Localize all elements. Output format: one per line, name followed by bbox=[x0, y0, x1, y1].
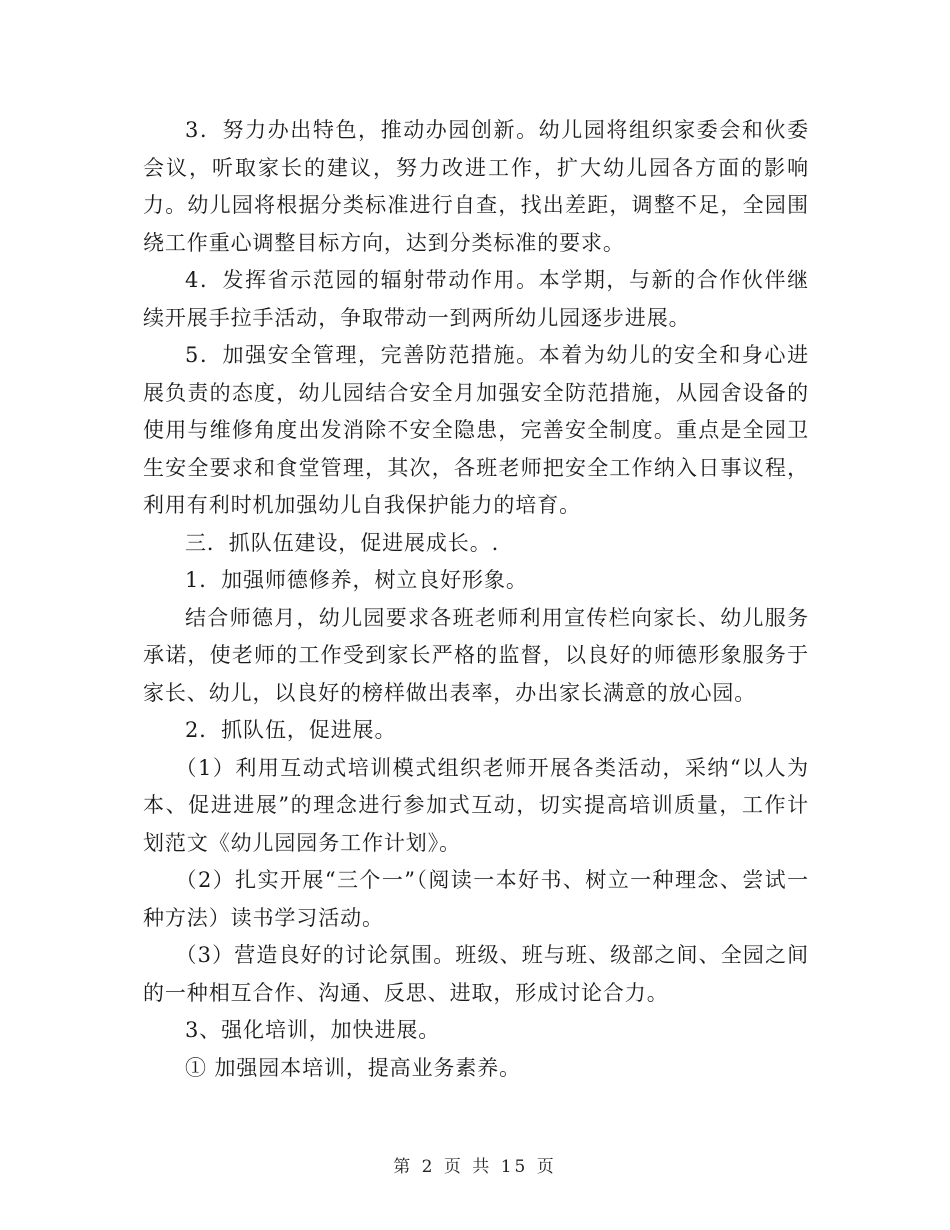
page-number-footer: 第 2 页 共 15 页 bbox=[393, 1157, 557, 1177]
paragraph-item-3-special-features: 3．努力办出特色，推动办园创新。幼儿园将组织家委会和伙委会议，听取家长的建议，努力改进工作，扩大幼儿园各方面的影响力。幼儿园将根据分类标准进行自查，找出差距，调整不足，全园围绕工作重心调整目标方向，达到分类标准的要求。 bbox=[143, 118, 809, 255]
subheading-team-development: 2．抓队伍，促进展。 bbox=[185, 718, 397, 742]
paragraph-discussion-atmosphere: （3）营造良好的讨论氛围。班级、班与班、级部之间、全园之间的一种相互合作、沟通、反思、进取，形成讨论合力。 bbox=[143, 943, 809, 1005]
section-heading-team-building: 三．抓队伍建设，促进展成长。. bbox=[185, 530, 500, 555]
paragraph-school-based-training: ① 加强园本培训，提高业务素养。 bbox=[185, 1055, 522, 1080]
paragraph-teacher-ethics-month: 结合师德月，幼儿园要求各班老师利用宣传栏向家长、幼儿服务承诺，使老师的工作受到家长严格的监督，以良好的师德形象服务于家长、幼儿，以良好的榜样做出表率，办出家长满意的放心园。 bbox=[143, 605, 809, 705]
paragraph-item-5-safety-management: 5．加强安全管理，完善防范措施。本着为幼儿的安全和身心进展负责的态度，幼儿园结合安全月加强安全防范措施，从园舍设备的使用与维修角度出发消除不安全隐患，完善安全制度。重点是全园卫生安全要求和食堂管理，其次，各班老师把安全工作纳入日事议程，利用有利时机加强幼儿自我保护能力的培育。 bbox=[143, 343, 809, 517]
paragraph-three-ones-reading: （2）扎实开展“三个一”（阅读一本好书、树立一种理念、尝试一种方法）读书学习活动。 bbox=[143, 868, 809, 930]
document-body bbox=[143, 112, 809, 1087]
subheading-strengthen-training: 3、强化培训，加快进展。 bbox=[185, 1018, 441, 1042]
paragraph-interactive-training: （1）利用互动式培训模式组织老师开展各类活动，采纳“以人为本、促进进展”的理念进行参加式互动，切实提高培训质量，工作计划范文《幼儿园园务工作计划》。 bbox=[143, 755, 809, 855]
subheading-teacher-ethics: 1．加强师德修养，树立良好形象。 bbox=[185, 568, 528, 592]
paragraph-item-4-demonstration-role: 4．发挥省示范园的辐射带动作用。本学期，与新的合作伙伴继续开展手拉手活动，争取带动一到两所幼儿园逐步进展。 bbox=[143, 268, 809, 330]
